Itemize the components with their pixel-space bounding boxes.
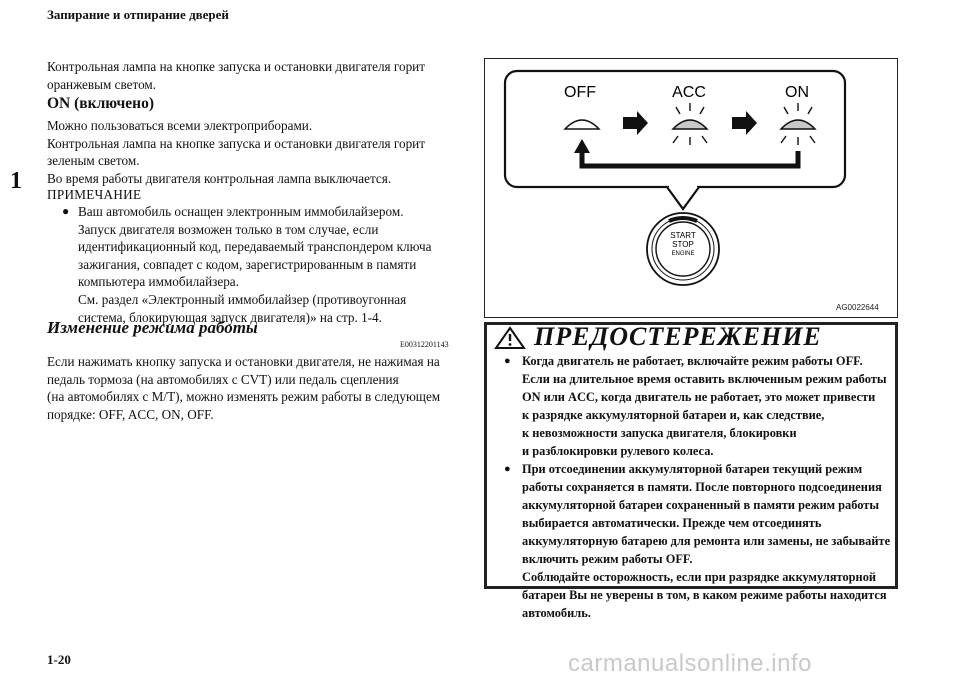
mode-label-off: OFF xyxy=(564,84,596,101)
watermark: carmanualsonline.info xyxy=(568,650,812,677)
start-stop-button-icon xyxy=(647,213,719,285)
chapter-number: 1 xyxy=(10,168,22,194)
warning-triangle-icon xyxy=(493,326,527,350)
text-line: Запуск двигателя возможен только в том случае, если xyxy=(78,221,379,237)
arrow-right-icon xyxy=(623,111,648,135)
warning-item xyxy=(504,352,886,460)
text-line: педаль тормоза (на автомобилях с CVT) или педаль сцепления xyxy=(47,371,399,387)
ignition-diagram xyxy=(485,59,897,317)
text-line: Во время работы двигателя контрольная лампа выключается. xyxy=(47,170,392,186)
page-number: 1-20 xyxy=(47,652,71,667)
bullet-icon: ● xyxy=(62,204,70,218)
text-line: и разблокировки рулевого колеса. xyxy=(522,444,714,458)
lamp-acc-icon xyxy=(673,103,707,145)
text-line: аккумуляторную батарею для ремонта или замены, не забывайте xyxy=(522,534,891,548)
intro-paragraph xyxy=(47,58,462,93)
return-arrow-line xyxy=(582,151,798,166)
button-label-start: START xyxy=(670,231,696,240)
text-line: аккумуляторной батареи сохраненный в памяти режим работы xyxy=(522,498,880,512)
text-line: к разрядке аккумуляторной батареи и, как следствие, xyxy=(522,408,825,422)
text-line: зажигания, совпадет с кодом, зарегистрированным в памяти xyxy=(78,256,417,272)
text-line: (на автомобилях с M/T), можно изменять режим работы в следующем xyxy=(47,389,441,405)
button-label-engine: ENGINE xyxy=(671,251,695,257)
mode-label-on: ON xyxy=(785,84,809,101)
warning-body xyxy=(504,352,891,622)
text-line: Ваш автомобиль оснащен электронным иммобилайзером. xyxy=(78,204,404,219)
lamp-on-icon xyxy=(781,103,815,145)
figure-code-label: AG0022644 xyxy=(836,303,879,312)
text-line: оранжевым светом. xyxy=(47,76,157,92)
ignition-mode-figure xyxy=(484,58,898,318)
text-line: включить режим работы OFF. xyxy=(522,552,693,566)
text-line: батареи Вы не уверены в том, в каком режиме работы находится xyxy=(522,588,887,602)
text-line: При отсоединении аккумуляторной батареи текущий режим xyxy=(522,462,863,476)
bullet-icon: ● xyxy=(504,463,511,475)
text-line: Контрольная лампа на кнопке запуска и остановки двигателя горит xyxy=(47,135,425,151)
text-line: Если нажимать кнопку запуска и остановки двигателя, не нажимая на xyxy=(47,354,440,369)
text-line: система, блокирующая запуск двигателя)» на стр. 1-4. xyxy=(78,309,382,325)
text-line: Когда двигатель не работает, включайте режим работы OFF. xyxy=(522,354,863,368)
mode-section-heading: Изменение режима работы xyxy=(47,318,258,337)
arrow-right-icon xyxy=(732,111,757,135)
text-line: Если на длительное время оставить включенным режим работы xyxy=(522,372,887,386)
text-line: зеленым светом. xyxy=(47,153,140,169)
text-line: Можно пользоваться всеми электроприборами. xyxy=(47,118,313,133)
section-code: E00312201143 xyxy=(400,340,449,349)
bullet-icon: ● xyxy=(504,355,511,367)
on-section-heading: ON (включено) xyxy=(47,95,155,112)
text-line: идентификационный код, передаваемый транспондером ключа xyxy=(78,239,432,255)
text-line: порядке: OFF, ACC, ON, OFF. xyxy=(47,406,214,422)
text-line: См. раздел «Электронный иммобилайзер (противоугонная xyxy=(78,291,407,307)
mode-section-paragraph xyxy=(47,353,462,423)
mode-label-acc: ACC xyxy=(672,84,706,101)
warning-item xyxy=(504,460,891,622)
callout-pointer xyxy=(667,187,699,209)
text-line: автомобиль. xyxy=(522,606,591,620)
warning-title: ПРЕДОСТЕРЕЖЕНИЕ xyxy=(534,322,822,351)
text-line: компьютера иммобилайзера. xyxy=(78,274,239,290)
page-header-title: Запирание и отпирание дверей xyxy=(47,7,229,22)
note-block xyxy=(62,203,462,326)
text-line: Соблюдайте осторожность, если при разрядке аккумуляторной xyxy=(522,570,877,584)
button-label-stop: STOP xyxy=(672,240,694,249)
text-line: работы сохраняется в памяти. После повторного подсоединения xyxy=(522,480,882,494)
lamp-off-icon xyxy=(565,120,599,129)
text-line: ON или ACC, когда двигатель не работает, это может привести xyxy=(522,390,876,404)
text-line: Контрольная лампа на кнопке запуска и остановки двигателя горит xyxy=(47,59,425,74)
note-heading: ПРИМЕЧАНИЕ xyxy=(47,187,142,202)
text-line: к невозможности запуска двигателя, блокировки xyxy=(522,426,797,440)
on-section-paragraph xyxy=(47,117,462,187)
text-line: выбирается автоматически. Прежде чем отсоединять xyxy=(522,516,822,530)
arrow-up-icon xyxy=(574,139,590,153)
